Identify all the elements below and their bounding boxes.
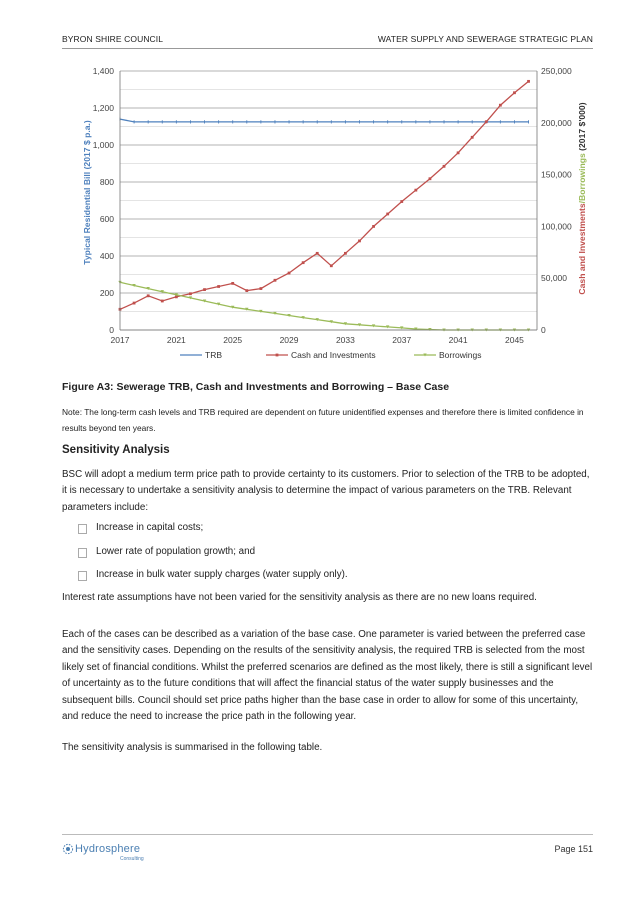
x-tick-label: 2017	[110, 335, 130, 345]
legend-label-trb: TRB	[205, 350, 222, 360]
figure-note: Note: The long-term cash levels and TRB required are dependent on future unidentified expenses and therefore there is limited confidence in results beyond ten years.	[62, 407, 584, 433]
logo-subtitle: Consulting	[120, 856, 144, 862]
y-right-tick-label: 50,000	[541, 273, 567, 284]
paragraph-cases: Each of the cases can be described as a variation of the base case. One parameter is varied between the preferred case and the sensitivity cases. Depending on the results of the sensitivity analysis, the required TRB is selected from the most likely set of financial conditions. Whilst the preferred scenarios are defined as the most likely, there is still a significant level of uncertainty as to the future conditions that will affect the financial status of the water supply businesses and the subsequent bills. Council should set price paths higher than the base case in order to allow for some of this uncertainty, and reduce the need to increase the price path in the following year.	[62, 629, 593, 723]
y-left-tick-label: 200	[99, 288, 114, 298]
bullet-item	[96, 522, 203, 533]
y-right-title-units: (2017 $'000)	[577, 102, 587, 154]
header-divider	[62, 48, 593, 49]
legend-label-cash-and-investments: Cash and Investments	[291, 350, 376, 360]
bullet-text: Lower rate of population growth; and	[96, 546, 256, 557]
data-point-cash-and-investments	[259, 287, 262, 290]
y-left-tick-label: 1,000	[92, 140, 114, 150]
data-point-cash-and-investments	[344, 252, 347, 255]
data-point-cash-and-investments	[372, 225, 375, 228]
page-header	[62, 34, 593, 48]
y-right-tick-label: 250,000	[541, 66, 572, 76]
legend-marker-cash-and-investments	[276, 354, 279, 357]
hydrosphere-logo	[62, 841, 172, 863]
y-left-tick-label: 1,400	[92, 66, 114, 76]
bullet-text: Increase in capital costs;	[96, 522, 204, 533]
data-point-cash-and-investments	[485, 120, 488, 123]
page-number: Page 151	[554, 844, 593, 854]
x-tick-label: 2037	[392, 335, 412, 345]
y-right-axis-title	[577, 102, 587, 294]
y-left-tick-label: 1,200	[92, 103, 114, 113]
paragraph-interest: Interest rate assumptions have not been varied for the sensitivity analysis as there are no new loans required.	[62, 592, 537, 603]
data-point-cash-and-investments	[527, 80, 530, 83]
header-left: BYRON SHIRE COUNCIL	[62, 34, 164, 44]
header-right: WATER SUPPLY AND SEWERAGE STRATEGIC PLAN	[377, 34, 593, 44]
y-left-tick-label: 0	[109, 325, 114, 335]
data-point-cash-and-investments	[316, 252, 319, 255]
data-point-cash-and-investments	[133, 302, 136, 305]
bullet-checkbox-icon	[78, 524, 87, 534]
logo-name: Hydrosphere	[75, 843, 141, 855]
section-heading: Sensitivity Analysis	[62, 444, 170, 456]
data-point-cash-and-investments	[429, 177, 432, 180]
x-tick-label: 2041	[448, 335, 468, 345]
chart-series	[118, 80, 530, 332]
data-point-cash-and-investments	[302, 261, 305, 264]
data-point-cash-and-investments	[189, 292, 192, 295]
data-point-cash-and-investments	[161, 300, 164, 303]
water-drop-icon	[62, 843, 74, 855]
data-point-cash-and-investments	[274, 279, 277, 282]
x-tick-label: 2025	[223, 335, 243, 345]
x-tick-label: 2033	[335, 335, 355, 345]
bullet-checkbox-icon	[78, 571, 87, 581]
y-left-axis-title: Typical Residential Bill (2017 $ p.a.)	[82, 120, 92, 265]
y-right-tick-label: 150,000	[541, 169, 572, 180]
paragraph-summary: The sensitivity analysis is summarised in the following table.	[62, 742, 323, 753]
data-point-cash-and-investments	[203, 288, 206, 291]
x-tick-label: 2021	[166, 335, 186, 345]
data-point-cash-and-investments	[358, 240, 361, 243]
bullet-checkbox-icon	[78, 548, 87, 558]
legend-label-borrowings: Borrowings	[439, 350, 482, 360]
series-line-borrowings	[120, 282, 529, 330]
data-point-cash-and-investments	[245, 289, 248, 292]
chart-grid	[120, 71, 537, 330]
bullet-text: Increase in bulk water supply charges (water supply only).	[96, 569, 348, 580]
y-right-title-borrowings: /Borrowings	[577, 153, 587, 204]
data-point-cash-and-investments	[288, 272, 291, 275]
chart-legend	[180, 350, 482, 360]
line-chart	[62, 60, 592, 372]
y-right-title-cash: Cash and Investments	[577, 203, 587, 295]
data-point-cash-and-investments	[513, 91, 516, 94]
y-right-tick-label: 0	[541, 325, 546, 335]
y-right-tick-label: 100,000	[541, 221, 572, 232]
series-line-trb	[120, 119, 529, 122]
x-tick-label: 2045	[504, 335, 524, 345]
data-point-cash-and-investments	[386, 213, 389, 216]
data-point-cash-and-investments	[147, 294, 150, 297]
data-point-cash-and-investments	[231, 282, 234, 285]
bullet-item	[96, 569, 348, 580]
bullet-item	[96, 546, 255, 557]
series-line-cash-and-investments	[120, 81, 529, 309]
data-point-cash-and-investments	[414, 189, 417, 192]
data-point-cash-and-investments	[499, 104, 502, 107]
intro-paragraph: BSC will adopt a medium term price path to provide certainty to its customers. Prior to selection of the TRB to be adopted, it is necessary to undertake a sensitivity analysis to determine the impact of various parameters on the TRB. Relevant parameters include:	[62, 469, 590, 513]
data-point-cash-and-investments	[471, 136, 474, 139]
x-tick-label: 2029	[279, 335, 299, 345]
y-left-tick-label: 400	[99, 251, 114, 261]
data-point-cash-and-investments	[330, 264, 333, 267]
data-point-cash-and-investments	[217, 285, 220, 288]
data-point-cash-and-investments	[443, 165, 446, 168]
data-point-cash-and-investments	[400, 200, 403, 203]
footer-divider	[62, 834, 593, 835]
data-point-cash-and-investments	[457, 151, 460, 154]
y-left-tick-label: 800	[99, 177, 114, 187]
figure-caption: Figure A3: Sewerage TRB, Cash and Investments and Borrowing – Base Case	[62, 381, 450, 393]
y-right-tick-label: 200,000	[541, 117, 572, 128]
y-left-tick-label: 600	[99, 214, 114, 224]
